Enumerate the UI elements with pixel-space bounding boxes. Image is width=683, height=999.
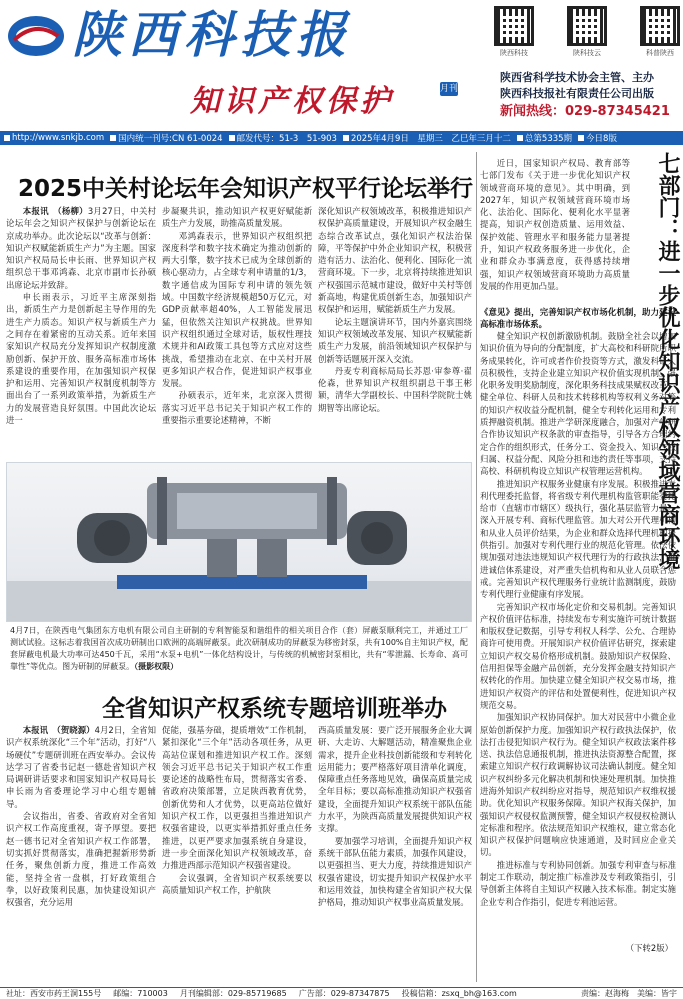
footer-address: 社址：西安市药王洞155号 — [6, 989, 102, 998]
lead-article-body — [6, 205, 472, 465]
qr-code-3[interactable] — [640, 6, 680, 58]
qr-label: 陕西科技 — [500, 49, 528, 57]
byline: 本报讯 （杨柳） — [22, 206, 88, 216]
info-bar — [0, 131, 683, 145]
right-article-body — [480, 306, 676, 938]
caption-text: 4月7日，在陕西电气集团东方电机有限公司自主研制的专利智能泵和谐组件的相关项目合作（套）屏蔽泵顺利完工，并通过工厂测试试验。这标志着我国首次成功研制出口欧洲的高端屏蔽泵。此次研制成功的屏蔽泵为移密封泵，共有100%自主知识产权，配套屏蔽电机最大功率可达450千瓦，采用“水泵+电机”一体化结构设计，与传统的机械密封泵相比，共有“零泄漏、长寿命、高可靠性”等优点。图为研制的屏蔽泵。 — [10, 626, 468, 671]
monthly-tag: 月刊 — [440, 84, 459, 94]
pump-illustration — [7, 463, 472, 622]
footer — [0, 987, 683, 999]
shielded-pump-photo[interactable] — [6, 462, 472, 622]
vertical-headline[interactable]: 七部门：进一步优化知识产权领域营商环境 — [655, 152, 680, 570]
publisher-line-2: 陕西科技报社有限责任公司出版 — [500, 87, 654, 100]
lead-paragraph: 邓鸿森表示，世界知识产权组织把深度科学和数字技术确定为推动创新的两大引擎，数字技术已成为全球创新的核心驱动力，占全球专利申请量的1/3，数字通信成为国际专利申请的领先领域。中国数字经济规模超50万亿元，对GDP贡献率超40%，人工智能发展迅猛，但依然关注知识产权挑战。世界知识产权组织通过全球对话，版权性理技术规并和AI政策工具包等方式应对这些挑战，希望推动在北京、在中关村开展更多知识产权合作，促进知识产权事业发展。 — [162, 230, 312, 389]
continued-note[interactable]: （下转2版） — [625, 943, 673, 953]
right-intro — [480, 157, 630, 302]
website-link[interactable] — [4, 133, 104, 143]
paragraph-text: 3月27日，中关村论坛年会之知识产权保护与创新论坛在京成功举办。此次论坛以“改革与创新：知识产权赋能新质生产力”为主题。国家知识产权局局长申长雨、世界知识产权组织总干事邓鸿森、北京市副市长孙硕出席论坛并致辞。 — [6, 206, 156, 290]
second-paragraph: 促能，强基夯础，提质增效“工作机制，紧扣深化“三个年”活动各项任务，从更高站位谋划和推进知识产权工作。深刻领会习近平总书记关于知识产权工作重要论述的战略性布局，贯彻落实省委、省政府决策部署，立足陕西教育优势，创新优势和人才优势，以更高站位做好知识产权工作，以更强担当推进知识产权强省建设，以更实举措抓好重点任务推进，以更严要求加强系统自身建设，进一步全面深化知识产权领域改革，奋力推进西部示范知识产权强省建设。 — [162, 725, 312, 871]
qr-code-2[interactable] — [567, 6, 607, 58]
issue-text: 总第5335期 — [524, 134, 573, 144]
lead-paragraph — [6, 205, 156, 291]
footer-editorial-phone: 月刊编辑部：029-85719685 — [179, 989, 287, 998]
publisher-block — [500, 70, 680, 122]
qr-code-icon — [567, 6, 607, 46]
lead-paragraph: 深化知识产权领域改革，积极推进知识产权保护高质量建设，开展知识产权金融生态综合改革试点，强化知识产权法治保障，平等保护中外企业知识产权，积极营造有活力、法治化、便利化、国际化一流营商环境。下一步，北京将持续推进知识产权强国示范城市建设，做好中关村等创新高地，构建优质创新生态，加强知识产权保护和运用，赋能新质生产力发展。 — [318, 206, 472, 315]
footer-postcode: 邮编：710003 — [113, 989, 168, 998]
second-paragraph: 西高质量发展：要广泛开展服务企业大调研、大走访、大解题活动，精准聚焦企业需求，提升企业科技创新能级和专利转化运用能力；要严格落好项目清单化调度，保障重点任务落地见效，确保高质量完成全年目标；要以高标准推动知识产权强省建设，全面提升知识产权系统干部队伍能力水平，为陕西高质量发展提供知识产权支撑。 — [318, 725, 472, 834]
right-paragraph: 完善知识产权市场化定价和交易机制。完善知识产权价值评估标准，持续发布专利实施许可统计数据和版权登记数据，引导专利权人科学、公允、合理协商许可使用费。开展知识产权价值评估研究，探索建立知识产权交易价格形成机制。鼓励知识产权保险、信用担保等金融产品创新，充分发挥金融支持知识产权转化的作用。加快建立健全知识产权交易市场，推进知识产权资产的评估和处置便利性，促进知识产权规范交易。 — [480, 601, 676, 710]
lead-column-2 — [162, 205, 312, 465]
second-paragraph: 会议强调，全省知识产权系统要以高质量知识产权工作，护航陕 — [162, 872, 312, 895]
postal-text: 邮发代号：51-3 51-903 — [236, 134, 337, 144]
issue-date — [343, 132, 511, 144]
second-column-3 — [318, 724, 472, 992]
qr-code-1[interactable] — [494, 6, 534, 58]
issue-number — [517, 132, 572, 144]
second-article-body — [6, 724, 472, 992]
square-bullet-icon — [578, 135, 584, 141]
intro-paragraph: 近日，国家知识产权局、教育部等七部门发布《关于进一步优化知识产权领域营商环境的意见》。其中明确，到2027年，知识产权领域营商环境市场化、法治化、国际化、便利化水平显著提高，知识产权创造质量、运用效益、保护效能、管理水平和服务能力显著提升，知识产权政务服务进一步优化，企业和群众办事满意度，获得感持续增强，知识产权领域营商环境助力高质量发展的作用更加凸显。 — [480, 158, 630, 291]
lead-paragraph: 丹麦专利商标局局长苏恩·审参尊·翟伦森，世界知识产权组织副总干事王彬颖，清华大学副校长、中国科学院院士姚期智等出席论坛。 — [318, 365, 472, 413]
lead-paragraph: 步凝聚共识，推动知识产权更好赋能新质生产力发展，助推高质量发展。 — [162, 206, 312, 229]
second-column-2 — [162, 724, 312, 992]
qr-code-icon — [640, 6, 680, 46]
website-text: http://www.snkjb.com — [12, 133, 105, 143]
right-paragraph: 推进标准与专利协同创新。加强专利审查与标准制定工作联动，制定推广标准涉及专利政策指引，引导创新主体将自主知识产权融入技术标准。制定实施企业专利合作指引，促进专利池运营。 — [480, 859, 676, 907]
right-column — [480, 306, 676, 938]
lead-column-3 — [318, 205, 472, 465]
right-paragraph: 健全知识产权创新激励机制。鼓励全社会以增加知识价值为导向的分配制度，扩大高校和科研院所职务成果转化，许可或者作价投资等方式，激发科研人员积极性，支持企业建立知识产权价值实现机制。强化职务发明奖励制度，深化职务科技成果赋权改革，健全单位、科研人员和技术转移机构等权利义务对等的知识产权收益分配机制，健全专利转化运用和专利质押融资机制。推进产学研深度融合，加强对产学研合作协议知识产权条款的审查指导，引导各方合理约定合作的组织形式，任务分工、资金投入、知识产权归属、权益分配、风险分担和违约责任等事项，支持高校、科研机构设立知识产权管理运营机构。 — [480, 331, 676, 477]
masthead-title: 陕西科技报 — [72, 5, 352, 64]
footer-email[interactable]: 投稿信箱：zsxq_bh@163.com — [401, 989, 517, 998]
photo-credit: （摄影权限） — [134, 662, 179, 671]
cn-number — [110, 132, 222, 144]
second-column-1 — [6, 724, 156, 992]
footer-editors: 责编：赵海梅 美编：皆宇 — [581, 989, 677, 998]
photo-caption — [6, 625, 472, 673]
right-paragraph: 加强知识产权协同保护。加大对民营中小微企业原始创新保护力度。加强知识产权行政执法保护，依法打击侵犯知识产权行为。健全知识产权政法案件移送、执法信息通报机制，推进执法资源整合配置，探索建立知识产权行政调解协议司法确认制度。健全知识产权纠纷多元化解决机制和快速处理机制。加快推进海外知识产权纠纷应对指导，规范知识产权维权援助。优化知识产权服务保障。知识产权海关保护，加强知识产权侵权监测预警，健全知识产权侵权检测认定标准和程序。依法规范知识产权维权，建立常态化知识产权保护问题响应快速通道，及时回应企业关切。 — [480, 712, 676, 858]
page-count — [578, 132, 617, 144]
square-bullet-icon — [343, 135, 349, 141]
column-divider — [476, 152, 477, 982]
square-bullet-icon — [4, 135, 10, 141]
qr-label: 科普陕西 — [646, 49, 674, 57]
second-headline[interactable]: 全省知识产权系统专题培训班举办 — [102, 696, 447, 722]
qr-code-row — [494, 6, 680, 58]
lead-paragraph: 孙硕表示，近年来，北京深入贯彻落实习近平总书记关于知识产权工作的重要指示重要论述精神，不断 — [162, 390, 312, 426]
second-paragraph: 要加强学习培训，全面提升知识产权系统干部队伍能力素质，加强作风建设，以更强担当、更大力度，持续推进知识产权强省建设，切实提升知识产权保护水平和运用效益，加快构建全省知识产权大保护格局，推动知识产权事业高质量发展。 — [318, 835, 472, 908]
footer-ad-phone: 广告部：029-87347875 — [298, 989, 390, 998]
square-bullet-icon — [517, 135, 523, 141]
news-hotline: 新闻热线：029-87345421 — [500, 104, 670, 119]
square-bullet-icon — [229, 135, 235, 141]
byline: 本报讯 （贺晓源） — [22, 725, 95, 735]
second-paragraph: 会议指出，省委、省政府对全省知识产权工作高度重视，寄予厚望。要把赵一德书记对全省知识产权工作部署，切实抓好贯彻落实，准确把握新形势新任务，聚焦创新力度，推进工作高效能，坚持全省一盘棋，打好政策组合拳，以好政策利民惠，加快建设知识产权强省，充分运用 — [6, 811, 156, 908]
lead-headline[interactable]: 2025中关村论坛年会知识产权平行论坛举行 — [18, 176, 474, 202]
qr-code-icon — [494, 6, 534, 46]
lead-paragraph: 申长雨表示，习近平主席深刻指出，新质生产力是创新起主导作用的先进生产力质态。知识产权与新质生产力之间存在着紧密的互动关系。近年来国家知识产权局充分发挥知识产权制度激励创新、保护开放、服务高标准市场体系建设的重要作用，在加强知识产权保护和运用、完善知识产权制度机制等方面出台了一系列政策举措，为新质生产力的发展营造良好氛围。中国此次论坛进一 — [6, 292, 156, 426]
right-paragraph: 推进知识产权服务业健康有序发展。积极推进专利代理委托监督，将省级专利代理机构监管职能委托给市（直辖市市辖区）级执行，强化基层监管力量。深入开展专利、商标代理监管。加大对公开代理机构和从业人员评价结果，为企业和群众选择代理机构提供指引。加强对专利代理行业的规范化管理。依法依规加强对违法违规知识产权代理行为的行政执法，推进诚信体系建设，对严重失信机构和从业人员联合惩戒。完善知识产权代理服务行业统计监测制度，鼓励专利代理行业健康有序发展。 — [480, 478, 676, 600]
masthead-subtitle: 知识产权保护 — [190, 84, 394, 119]
newspaper-logo — [6, 6, 66, 66]
second-paragraph — [6, 724, 156, 810]
cn-text: 国内统一刊号:CN 61-0024 — [118, 134, 223, 144]
qr-label: 陕科技云 — [573, 49, 601, 57]
pages-text: 今日8版 — [586, 134, 617, 144]
square-bullet-icon — [110, 135, 116, 141]
lead-column-1 — [6, 205, 156, 465]
right-subhead: 《意见》提出，完善知识产权市场化机制，助力建设高标准市场体系。 — [480, 307, 676, 329]
lead-paragraph: 论坛主题演讲环节，国内外嘉宾围绕知识产权领域改革发展、知识产权赋能新质生产力发展，前沿领域知识产权保护与创新等话题展开深入交流。 — [318, 316, 472, 364]
masthead — [0, 0, 683, 128]
paragraph-text: 4月2日，全省知识产权系统深化“三个年”活动，打好“八场硬仗”专题研训班在西安举办。会议传达学习了省委书记赵一德赴省知识产权局调研讲话要求和国家知识产权局局长申长雨为省委理论学习中心组专题辅导。 — [6, 725, 156, 809]
postal-code — [229, 132, 337, 144]
publisher-line-1: 陕西省科学技术协会主管、主办 — [500, 71, 654, 84]
date-text: 2025年4月9日 星期三 乙巳年三月十二 — [350, 134, 511, 144]
